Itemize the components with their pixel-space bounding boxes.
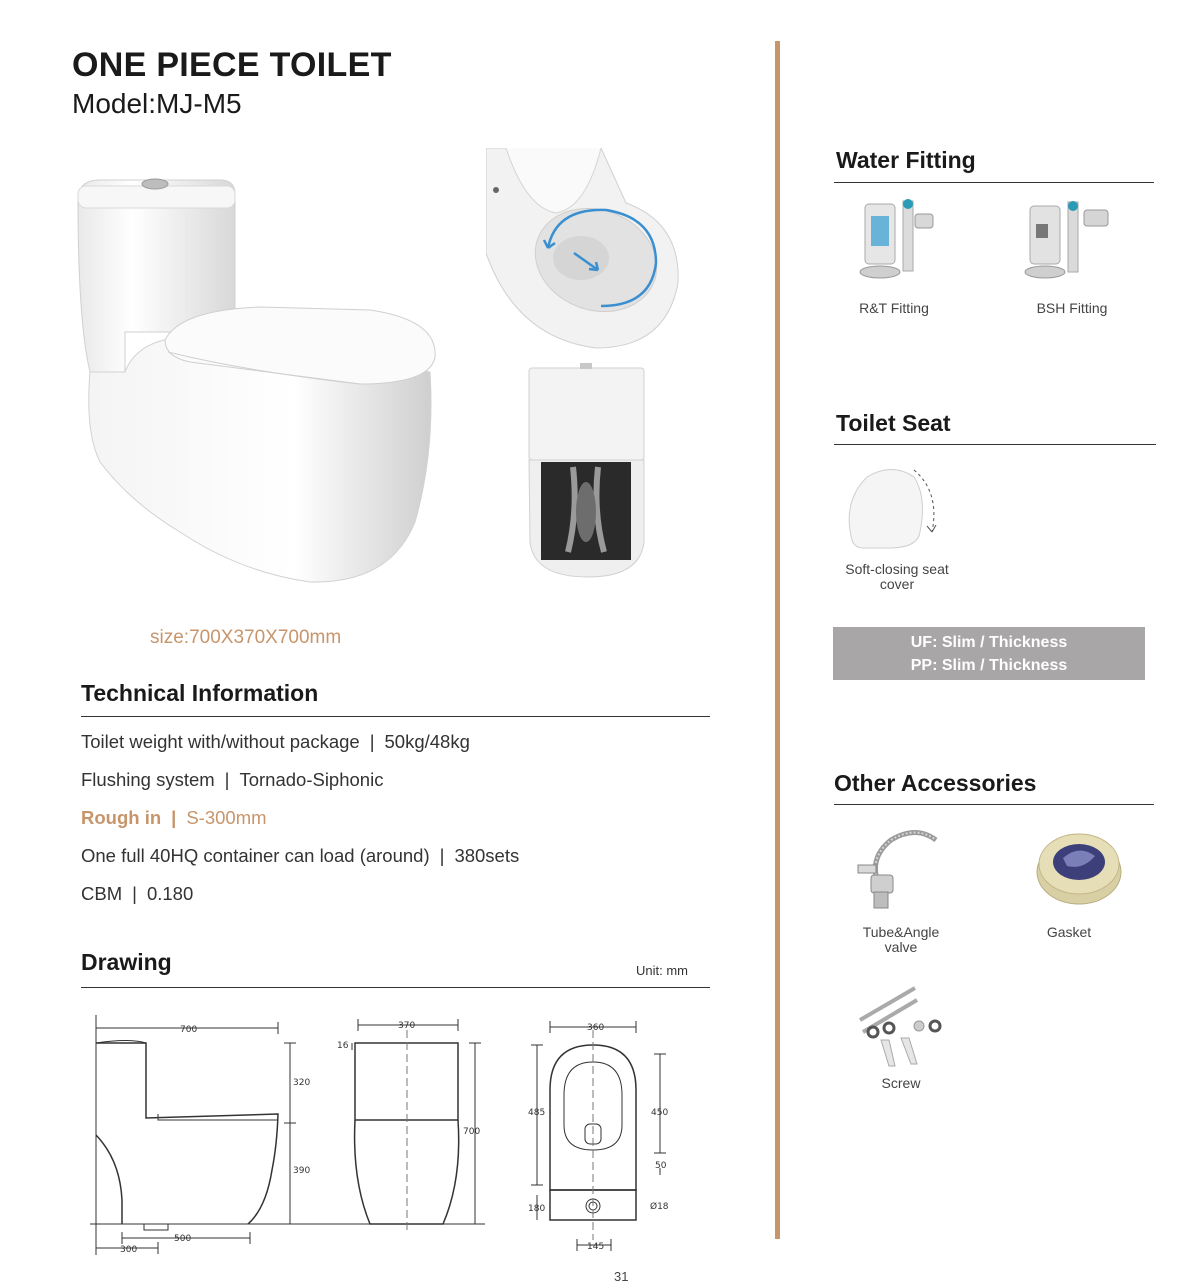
water-fitting-heading: Water Fitting <box>836 147 976 173</box>
dim-bowl-depth: 450 <box>651 1108 669 1118</box>
dim-bolt-spacing: 145 <box>587 1242 605 1252</box>
page-title: ONE PIECE TOILET <box>72 46 392 84</box>
dim-tank-height: 320 <box>293 1078 311 1088</box>
bowl-top-view-photo <box>486 148 681 353</box>
toilet-cutaway-photo <box>528 362 646 580</box>
seat-material-pp: PP: Slim / Thickness <box>910 657 1068 674</box>
dim-front: 500 <box>174 1234 192 1244</box>
dim-bolt-dia: Ø18 <box>650 1202 669 1212</box>
technical-heading: Technical Information <box>81 680 319 706</box>
dim-top-width: 360 <box>587 1023 605 1033</box>
seat-material-badge <box>833 627 1145 680</box>
dim-depth: 485 <box>528 1108 546 1118</box>
dim-side-length: 700 <box>180 1025 198 1035</box>
water-fitting-divider <box>834 182 1154 183</box>
angle-valve-icon <box>856 820 946 915</box>
technical-drawing <box>80 1010 700 1265</box>
column-divider <box>775 41 780 1239</box>
dim-rough-in: 300 <box>120 1245 138 1255</box>
bsh-fitting-caption: BSH Fitting <box>1036 300 1108 316</box>
spec-row-rough-in: Rough in | S-300mm <box>81 807 267 828</box>
seat-cover-icon <box>842 462 940 554</box>
seat-material-uf: UF: Slim / Thickness <box>910 634 1068 651</box>
seat-cover-caption: Soft-closing seat cover <box>845 561 949 592</box>
drawing-unit: Unit: mm <box>636 963 688 978</box>
toilet-seat-heading: Toilet Seat <box>836 410 951 436</box>
page-number: 31 <box>614 1269 629 1284</box>
dim-rear: 180 <box>528 1204 546 1214</box>
rt-fitting-icon <box>857 196 945 288</box>
drawing-heading: Drawing <box>81 949 172 975</box>
accessories-heading: Other Accessories <box>834 770 1037 796</box>
dim-lid: 16 <box>337 1041 349 1051</box>
dim-total-height: 700 <box>463 1127 481 1137</box>
gasket-caption: Gasket <box>1046 924 1092 940</box>
bsh-fitting-icon <box>1022 196 1117 288</box>
dim-bowl-height: 390 <box>293 1166 311 1176</box>
spec-row-weight: Toilet weight with/without package | 50kg/48kg <box>81 731 470 752</box>
dim-outlet-offset: 50 <box>655 1161 667 1171</box>
spec-row-flushing: Flushing system | Tornado-Siphonic <box>81 769 384 790</box>
model-number: Model:MJ-M5 <box>72 88 242 119</box>
toilet-seat-divider <box>834 444 1156 445</box>
technical-divider <box>81 716 710 717</box>
spec-row-cbm: CBM | 0.180 <box>81 883 194 904</box>
accessories-divider <box>834 804 1154 805</box>
dim-width: 370 <box>398 1021 416 1031</box>
toilet-main-photo <box>70 172 445 592</box>
product-size: size:700X370X700mm <box>150 627 342 648</box>
spec-row-container: One full 40HQ container can load (around) | 380sets <box>81 845 520 866</box>
screw-caption: Screw <box>881 1075 921 1091</box>
drawing-divider <box>81 987 710 988</box>
angle-valve-caption: Tube&Angle valve <box>862 924 940 955</box>
gasket-icon <box>1033 822 1125 908</box>
screw-icon <box>855 980 947 1072</box>
rt-fitting-caption: R&T Fitting <box>859 300 929 316</box>
